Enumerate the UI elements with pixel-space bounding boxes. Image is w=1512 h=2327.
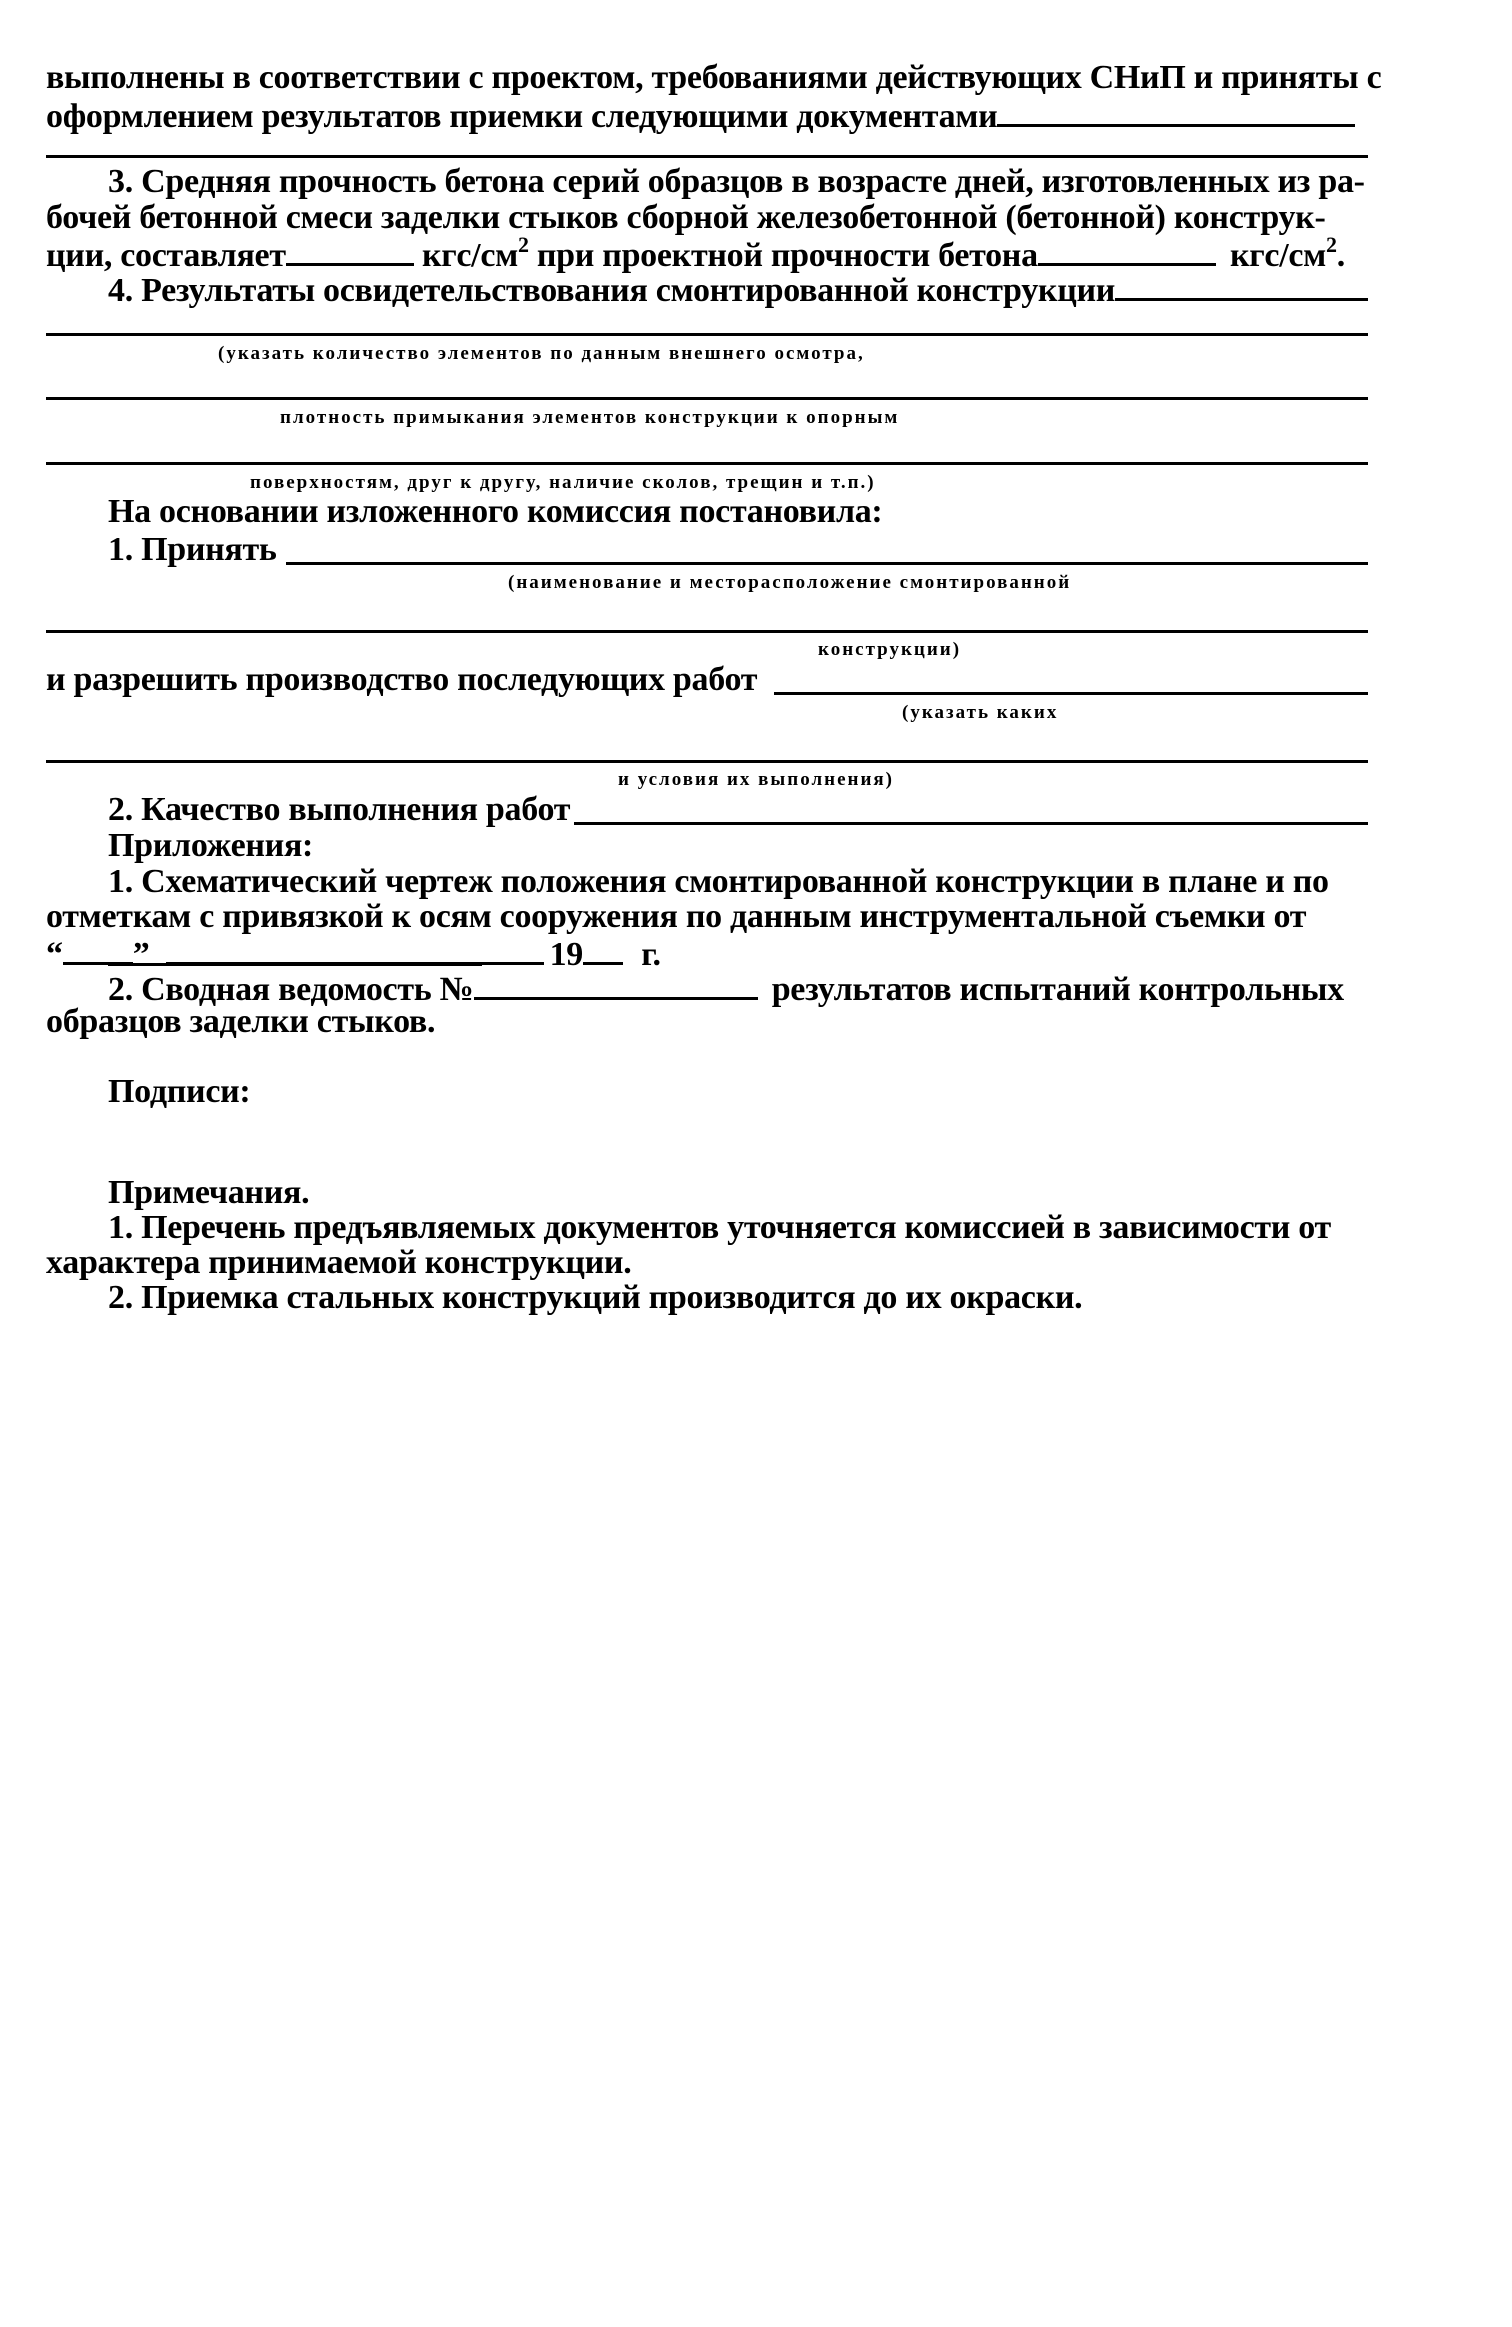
hint-which-works: (указать каких: [902, 702, 1059, 723]
hint-joint-tightness: плотность примыкания элементов конструкции к опорным: [280, 407, 900, 428]
strength-actual-blank: [286, 233, 414, 266]
unit-superscript: 2: [517, 231, 529, 257]
appendix2-line-b: образцов заделки стыков.: [46, 1003, 436, 1040]
inspection-results-label: 4. Результаты освидетельствования смонтированной конструкции: [108, 272, 1116, 309]
appendix1-line-a: 1. Схематический чертеж положения смонтированной конструкции в плане и по: [108, 863, 1329, 900]
quality-label: 2. Качество выполнения работ: [108, 791, 571, 828]
unit-superscript-2: 2: [1326, 231, 1337, 257]
item3-line-b: бочей бетонной смеси заделки стыков сборной железобетонной (бетонной) конструк-: [46, 199, 1326, 236]
quality-blank: [574, 822, 1368, 825]
date-month-blank: [166, 932, 544, 965]
strength-design-blank: [1038, 233, 1216, 266]
documents-blank-continuation: [46, 155, 1368, 158]
structure-name-rule: [46, 630, 1368, 633]
date-quote-open: “: [46, 936, 63, 973]
quality-line: [108, 790, 570, 830]
notes-heading: Примечания.: [108, 1174, 310, 1211]
note1-line-b: характера принимаемой конструкции.: [46, 1244, 632, 1281]
test-results-label: результатов испытаний контрольных: [771, 971, 1344, 1008]
inspection-rule-1: [46, 333, 1368, 336]
next-works-blank: [774, 692, 1368, 695]
works-conditions-rule: [46, 760, 1368, 763]
hint-surfaces-cracks: поверхностям, друг к другу, наличие сколов, трещин и т.п.): [250, 472, 876, 493]
inspection-rule-3: [46, 462, 1368, 465]
unit-kgf-cm-2: кгс/см: [1230, 237, 1327, 274]
date-year-prefix: 19: [549, 936, 584, 973]
accept-line: [108, 530, 277, 570]
appendix1-line-b: отметкам с привязкой к осям сооружения по данным инструментальной съемки от: [46, 898, 1307, 935]
commission-decided: На основании изложенного комиссия постановила:: [108, 493, 883, 530]
allow-works-line: [46, 660, 757, 700]
date-day-blank: [63, 932, 133, 965]
hint-work-conditions: и условия их выполнения): [618, 769, 894, 790]
note2-line: 2. Приемка стальных конструкций производится до их окраски.: [108, 1279, 1083, 1316]
text-line-1: выполнены в соответствии с проектом, требованиями действующих СНиП и приняты с: [46, 59, 1382, 96]
unit-kgf-cm: кгс/см: [421, 237, 518, 274]
inspection-results-blank: [1115, 268, 1368, 301]
item3-line-a: 3. Средняя прочность бетона серий образцов в возрасте дней, изготовленных из ра-: [108, 163, 1365, 200]
hint-elements-count: (указать количество элементов по данным внешнего осмотра,: [218, 343, 865, 364]
text-line-2: [46, 94, 1355, 137]
appendix-separator: [108, 963, 482, 966]
accept-blank: [286, 562, 1368, 565]
signatures-label: Подписи:: [108, 1073, 251, 1110]
hint-structure-name: (наименование и месторасположение смонтированной: [508, 572, 1072, 593]
summary-sheet-label: 2. Сводная ведомость №: [108, 971, 474, 1008]
item4-line: [108, 268, 1368, 311]
appendices-heading: Приложения:: [108, 827, 314, 864]
date-year-blank: [583, 932, 623, 965]
strength-actual-label: ции, составляет: [46, 237, 286, 274]
accept-label: 1. Принять: [108, 531, 277, 568]
allow-works-label: и разрешить производство последующих работ: [46, 661, 758, 698]
summary-sheet-number-blank: [474, 967, 758, 1000]
strength-design-label: при проектной прочности бетона: [536, 237, 1038, 274]
date-year-suffix: г.: [641, 936, 661, 973]
hint-structure: конструкции): [818, 639, 962, 660]
documents-blank: [997, 94, 1355, 127]
note1-line-a: 1. Перечень предъявляемых документов уточняется комиссией в зависимости от: [108, 1209, 1331, 1246]
sentence-end: .: [1336, 237, 1345, 274]
date-quote-close: ”: [132, 936, 150, 973]
documents-label: оформлением результатов приемки следующими документами: [46, 98, 998, 135]
inspection-rule-2: [46, 397, 1368, 400]
